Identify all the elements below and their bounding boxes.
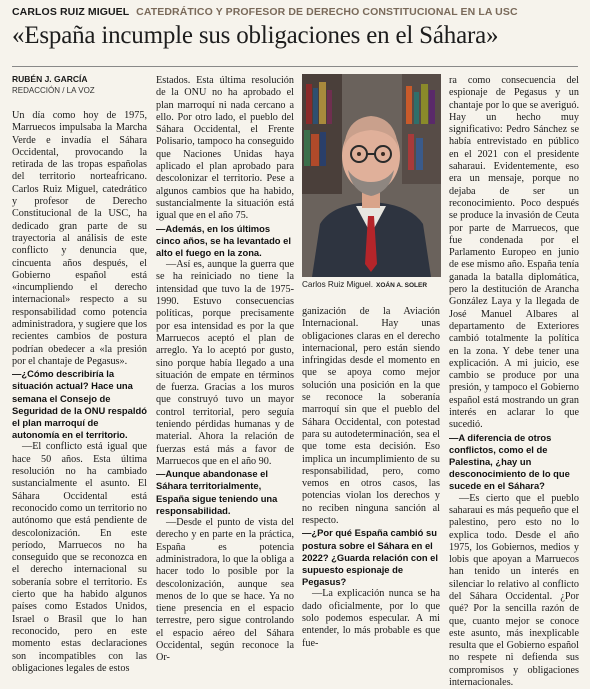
interview-question: —A diferencia de otros conflictos, como el de Palestina, ¿hay un desconocimiento de lo que sucede en el Sáhara? — [449, 431, 570, 492]
byline-author: RUBÉN J. GARCÍA — [12, 74, 88, 84]
portrait-illustration — [302, 74, 441, 277]
interview-question: —¿Cómo describiría la situación actual? Hace una semana el Consejo de Seguridad de la ONU respaldó el plan marroquí de autonomía en el territorio. — [12, 368, 147, 441]
headline: «España incumple sus obligaciones en el Sáhara» — [12, 22, 499, 49]
kicker — [12, 6, 578, 18]
byline — [12, 74, 142, 95]
interview-question: —Además, en los últimos cinco años, se ha levantado el alto el fuego en la zona. — [156, 222, 291, 258]
kicker-name: CARLOS RUIZ MIGUEL — [12, 6, 130, 18]
article-paragraph: ganización de la Aviación Internacional. Hay unas obligaciones claras en el derecho internacional, pero están siendo infringidas desde el momento en que se apoya como mejor solución una posición en la que se reconoce la soberanía marroquí sin que el pueblo del Sáhara Occidental, con potestad para su autodeterminación, sea el que tome esta decisión. Eso implica un incumplimiento de su responsabilidad, pero, como vemos en otros casos, las potencias violan los derechos y no reciben ninguna sanción al respecto. — [302, 306, 440, 527]
photo-credit: XOÁN A. SOLER — [375, 282, 428, 289]
interview-question: —Aunque abandonase el Sáhara territorialmente, España sigue teniendo una responsabilidad. — [156, 468, 278, 516]
article-paragraph: —Desde el punto de vista del derecho y en parte en la práctica, España es potencia administradora, lo que la obliga a hacer todo lo posible por la descolonización, aunque sea menos de lo que se hace. Ya no tiene presencia en el espacio terrestre, pero sigue controlando el espacio aéreo del Sáhara Occidental, según reconoce la Or- — [156, 517, 294, 664]
article-column-3 — [302, 306, 440, 650]
article-column-2 — [156, 75, 294, 665]
article-column-4 — [449, 75, 579, 689]
article-paragraph: —Es cierto que el pueblo saharaui es más pequeño que el palestino, pero esto no lo explica todo. Desde el año 1975, los Gobiernos, medios y lobis que apoyan a Marruecos han tenido un interés en silenciar lo relativo al conflicto del Sáhara Occidental. ¿Por qué? Por la sencilla razón de que, cuanto mejor se conoce este asunto, más inexplicable resulta que el Gobierno español no respete ni defienda sus compromisos y obligaciones internacionales. — [449, 492, 579, 689]
article-paragraph: —Así es, aunque la guerra que se ha reiniciado no tiene la intensidad que tuvo la de 1975-1990. Estuvo consecuencias políticas, porque precisamente por esa intensidad es por la que Marruecos aceptó el plan de arreglo. Ya lo aceptó por gusto, sino porque había llegado a una situación de empate en términos de fuerza. Gracias a los muros que construyó tuvo un mayor control territorial, pero seguía teniendo pérdidas humanas y de material. Ahora la relación de fuerzas está más a favor de Marruecos que en el año 90. — [156, 259, 294, 467]
article-paragraph: —La explicación nunca se ha dado oficialmente, por lo que solo podemos especular. A mi entender, lo más probable es que fue- — [302, 588, 440, 649]
kicker-role: CATEDRÁTICO Y PROFESOR DE DERECHO CONSTITUCIONAL EN LA USC — [136, 6, 518, 18]
photo-caption-name: Carlos Ruiz Miguel. — [302, 280, 373, 289]
article-paragraph: Estados. Esta última resolución de la ONU no ha aprobado el plan marroquí ni nada cercano a ello. Por otro lado, el pueblo del Sáhara Occidental, el Frente Polisario, tampoco ha conseguido que Naciones Unidas haya aplicado el plan aprobado para descolonizar el territorio. Pese a algunos cambios que ha habido, sustancialmente la situación está igual que en el año 75. — [156, 75, 294, 222]
portrait-photo — [302, 74, 441, 277]
interview-question: —¿Por qué España cambió su postura sobre el Sáhara en el 2022? ¿Guarda relación con el supuesto espionaje de Pegasus? — [302, 527, 438, 588]
headline-rule — [12, 66, 578, 67]
article-paragraph: —El conflicto está igual que hace 50 años. Esta última resolución no ha cambiado sustancialmente el asunto. El Sáhara Occidental está reconocido como un territorio no autónomo que está pendiente de descolonización. En este período, Marruecos no ha conseguido que se reconozca en el derecho internacional su soberanía sobre el territorio. Es cierto que ha habido algunos países como Estados Unidos, Israel o Brasil que lo han reconocido, pero en este momento estas declaraciones son incompatibles con las obligaciones legales de estos — [12, 441, 147, 674]
article-paragraph: ra como consecuencia del espionaje de Pegasus y un chantaje por lo que se averiguó. Hay un hecho muy significativo: Pedro Sánchez se había entrevistado en público en el 2021 con el presidente saharaui. Evidentemente, eso era un mensaje, porque no dejaba de ser un reconocimiento. Poco después se produce la invasión de Ceuta por parte de Marruecos, que fue condenada por el Parlamento Europeo en junio de ese mismo año. España tenía ganada la batalla diplomática, pero la destitución de Arancha González Laya y la llegada de José Manuel Albares al departamento de Exteriores cambió totalmente la política en la zona. Y debe tener una explicación. A mi juicio, ese cambio se produce por una presión, y tampoco el Gobierno español está mostrando un gran interés en aclarar lo que sucedió. — [449, 75, 579, 431]
article-column-1 — [12, 110, 147, 675]
photo-caption — [302, 280, 442, 289]
article-paragraph: Un día como hoy de 1975, Marruecos impulsaba la Marcha Verde e invadía el Sáhara Occidental, provocando la retirada de las tropas españolas del territorio norteafricano. Carlos Ruiz Miguel, catedrático y profesor de Derecho Constitucional de la USC, ha dedicado gran parte de su trayectoria al análisis de este conflicto y denuncia que, cincuenta años después, el Gobierno español está «incumpliendo el derecho internacional» respecto a su responsabilidad como potencia administradora, y sugiere que los recientes cambios de postura podrían obedecer a «la presión por el chantaje de Pegasus». — [12, 110, 147, 367]
byline-desk: REDACCIÓN / LA VOZ — [12, 86, 95, 95]
